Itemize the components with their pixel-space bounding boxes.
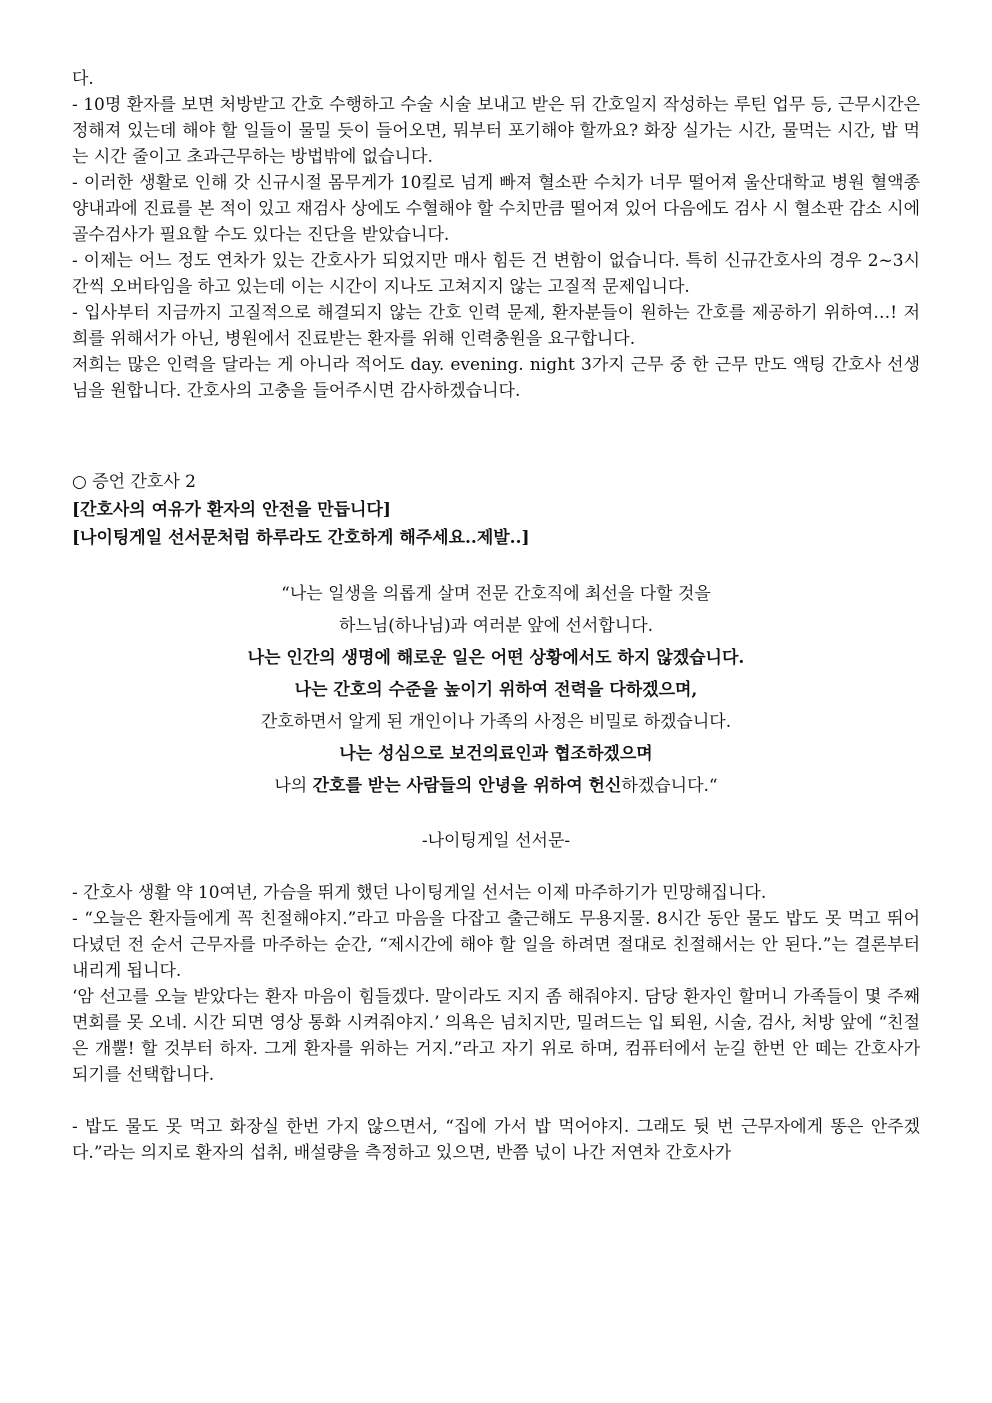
pledge-line: 하느님(하나님)과 여러분 앞에 선서합니다. — [338, 616, 654, 636]
spacer — [72, 404, 920, 468]
spacer — [72, 552, 920, 578]
spacer — [72, 1088, 920, 1114]
paragraph: - 밥도 물도 못 먹고 화장실 한번 가지 않으면서, “집에 가서 밥 먹어야지. 그래도 뒷 번 근무자에게 똥은 안주겠다.”라는 의지로 환자의 섭취, 배설량을 측정하고 있으면, 반쯤 넋이 나간 저연차 간호사가 — [72, 1117, 920, 1163]
section-title: ○ 증언 간호사 2 — [72, 472, 196, 492]
pledge-text: 하겠습니다.“ — [621, 776, 718, 796]
paragraph: - 10명 환자를 보면 처방받고 간호 수행하고 수술 시술 보내고 받은 뒤 간호일지 작성하는 루틴 업무 등, 근무시간은 정해져 있는데 해야 할 일들이 물밀 듯이 들어오면, 뭐부터 포기해야 할까요? 화장 실가는 시간, 물먹는 시간, 밥 먹는 시간 줄이고 초과근무하는 방법밖에 없습니다. — [72, 95, 920, 167]
pledge-line: 간호하면서 알게 된 개인이나 가족의 사정은 비밀로 하겠습니다. — [260, 712, 732, 732]
paragraph: ‘암 선고를 오늘 받았다는 환자 마음이 힘들겠다. 말이라도 지지 좀 해줘야지. 담당 환자인 할머니 가족들이 몇 주째 면회를 못 오네. 시간 되면 영상 통화 시켜줘야지.’ 의욕은 넘치지만, 밀려드는 입 퇴원, 시술, 검사, 처방 앞에 “친절은 개뿔! 할 것부터 하자. 그게 환자를 위하는 거지.”라고 자기 위로 하며, 컴퓨터에서 눈길 한번 안 떼는 간호사가 되기를 선택합니다. — [72, 987, 920, 1085]
paragraph: 저희는 많은 인력을 달라는 게 아니라 적어도 day. evening. night 3가지 근무 중 한 근무 만도 액팅 간호사 선생님을 원합니다. 간호사의 고충을 들어주시면 감사하겠습니다. — [72, 355, 920, 401]
pledge-source: -나이팅게일 선서문- — [421, 831, 571, 851]
paragraph: - “오늘은 환자들에게 꼭 친절해야지.”라고 마음을 다잡고 출근해도 무용지물. 8시간 동안 물도 밥도 못 먹고 뛰어다녔던 전 순서 근무자를 마주하는 순간, “제시간에 해야 할 일을 하려면 절대로 친절해서는 안 된다.”는 결론부터 내리게 됩니다. — [72, 909, 920, 981]
pledge-line: 나는 성심으로 보건의료인과 협조하겠으며 — [339, 744, 653, 764]
pledge-quote — [72, 578, 920, 802]
paragraph: - 이러한 생활로 인해 갓 신규시절 몸무게가 10킬로 넘게 빠져 혈소판 수치가 너무 떨어져 울산대학교 병원 혈액종양내과에 진료를 본 적이 있고 재검사 상에도 수혈해야 할 수치만큼 떨어져 있어 다음에도 검사 시 혈소판 감소 시에 골수검사가 필요할 수도 있다는 진단을 받았습니다. — [72, 173, 920, 245]
pledge-line: 나는 인간의 생명에 해로운 일은 어떤 상황에서도 하지 않겠습니다. — [247, 648, 745, 668]
pledge-text: 나의 — [274, 776, 313, 796]
pledge-text-bold: 간호를 받는 사람들의 안녕을 위하여 헌신 — [312, 776, 622, 796]
document-page — [72, 66, 920, 1166]
pledge-line — [72, 770, 920, 802]
paragraph: - 이제는 어느 정도 연차가 있는 간호사가 되었지만 매사 힘든 건 변함이 없습니다. 특히 신규간호사의 경우 2~3시간씩 오버타임을 하고 있는데 이는 시간이 지나도 고쳐지지 않는 고질적 문제입니다. — [72, 251, 920, 297]
paragraph: - 간호사 생활 약 10여년, 가슴을 뛰게 했던 나이팅게일 선서는 이제 마주하기가 민망해집니다. — [72, 883, 767, 903]
paragraph: 다. — [72, 69, 94, 89]
section-subtitle: [나이팅게일 선서문처럼 하루라도 간호하게 해주세요..제발..] — [72, 528, 530, 548]
pledge-line: “나는 일생을 의롭게 살며 전문 간호직에 최선을 다할 것을 — [281, 584, 711, 604]
paragraph: - 입사부터 지금까지 고질적으로 해결되지 않는 간호 인력 문제, 환자분들이 원하는 간호를 제공하기 위하여…! 저희를 위해서가 아닌, 병원에서 진료받는 환자를 위해 인력충원을 요구합니다. — [72, 303, 920, 349]
section-subtitle: [간호사의 여유가 환자의 안전을 만듭니다] — [72, 500, 391, 520]
spacer — [72, 802, 920, 828]
spacer — [72, 854, 920, 880]
pledge-line: 나는 간호의 수준을 높이기 위하여 전력을 다하겠으며, — [294, 680, 698, 700]
